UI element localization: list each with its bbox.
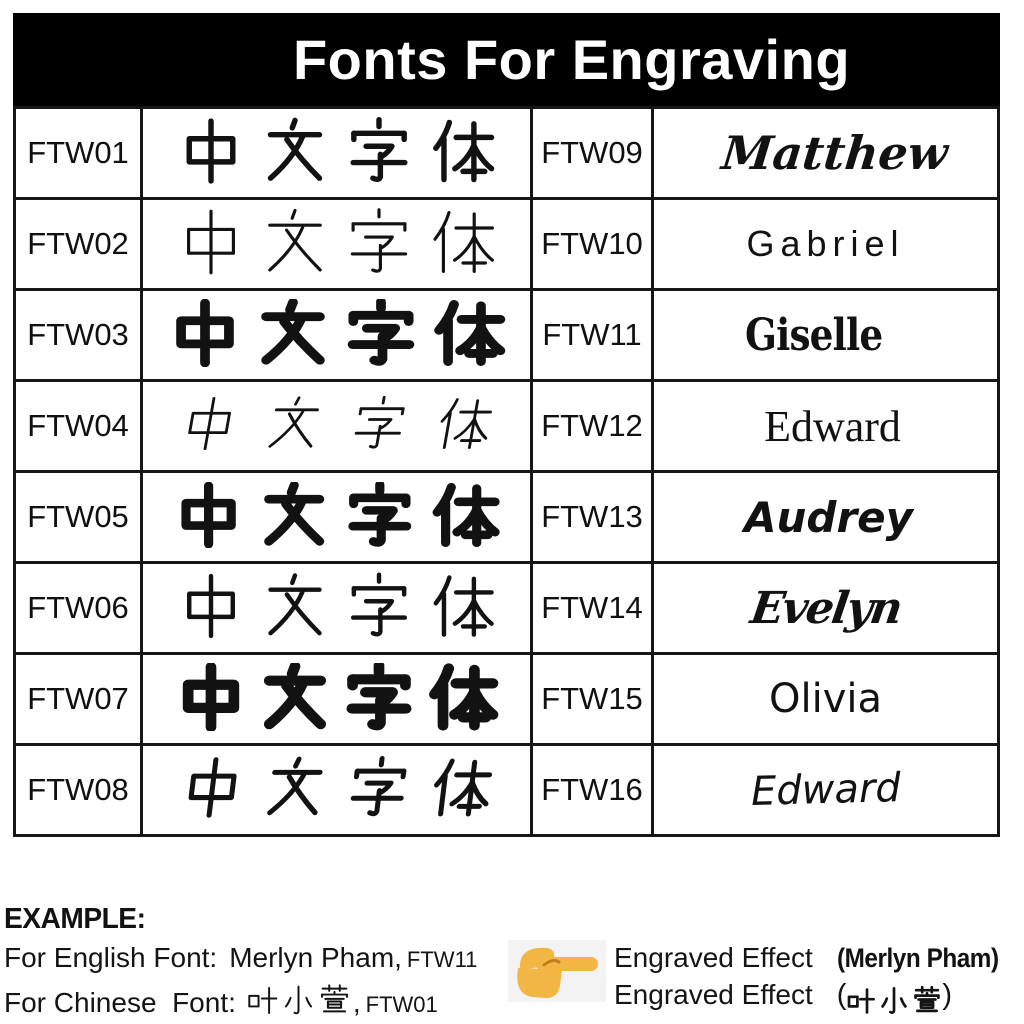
- chinese-sample-glyphs: [177, 756, 497, 819]
- xuan-glyph-icon: [912, 986, 942, 1016]
- xiao-glyph-icon: [282, 984, 315, 1017]
- font-code-right: FTW09: [532, 108, 653, 199]
- chinese-sample-cell: [142, 381, 532, 472]
- wen-glyph-icon: [261, 117, 329, 185]
- example-english-code: FTW11: [406, 947, 478, 972]
- wen-glyph-icon: [260, 207, 330, 277]
- zi-glyph-icon: [345, 395, 412, 452]
- font-code-left: FTW06: [15, 563, 142, 654]
- english-sample-text: Audrey: [743, 492, 914, 542]
- font-code-left: FTW02: [15, 199, 142, 290]
- zhong-glyph-icon: [175, 395, 242, 452]
- ti-glyph-icon: [429, 117, 497, 185]
- english-sample-text: Olivia: [768, 676, 882, 722]
- font-code-left: FTW08: [15, 745, 142, 836]
- pointing-right-hand-icon: [508, 940, 606, 1002]
- zhong-glyph-icon: [177, 117, 245, 185]
- zi-glyph-icon: [345, 117, 413, 185]
- english-sample-cell: [653, 472, 999, 563]
- zi-glyph-icon: [343, 299, 418, 367]
- xuan-glyph-icon: [318, 984, 351, 1017]
- example-english-label: For English Font:: [4, 942, 218, 973]
- engraved-english-result: (Merlyn Pham): [836, 943, 999, 973]
- zi-glyph-icon: [344, 207, 414, 277]
- english-sample-cell: [653, 108, 999, 199]
- example-chinese-label: For Chinese Font:: [4, 987, 236, 1018]
- zi-glyph-icon: [345, 572, 413, 640]
- fonts-grid: [13, 106, 1000, 837]
- chinese-sample-cell: [142, 472, 532, 563]
- ti-glyph-icon: [431, 299, 506, 367]
- chinese-sample-glyphs: [177, 117, 497, 185]
- english-sample-cell: [653, 199, 999, 290]
- engraved-chinese-line: [614, 979, 952, 1012]
- english-sample-cell: [653, 563, 999, 654]
- zhong-glyph-icon: [177, 572, 245, 640]
- engraved-chinese-label: Engraved Effect: [614, 979, 813, 1010]
- zi-glyph-icon: [344, 482, 415, 548]
- wen-glyph-icon: [261, 572, 329, 640]
- font-code-left: FTW07: [15, 654, 142, 745]
- wen-glyph-icon: [258, 482, 329, 548]
- font-code-left: FTW01: [15, 108, 142, 199]
- engraved-english-label: Engraved Effect: [614, 942, 813, 973]
- font-code-right: FTW14: [532, 563, 653, 654]
- wen-glyph-icon: [260, 395, 327, 452]
- english-sample-text: Gabriel: [746, 223, 905, 264]
- table-row: [15, 745, 999, 836]
- wen-glyph-icon: [255, 299, 330, 367]
- zhong-glyph-icon: [177, 756, 248, 819]
- engraved-chinese-result: [837, 979, 952, 1012]
- chinese-sample-cell: [142, 745, 532, 836]
- zhong-glyph-icon: [175, 663, 246, 731]
- font-code-left: FTW04: [15, 381, 142, 472]
- ti-glyph-icon: [429, 572, 497, 640]
- table-row: [15, 199, 999, 290]
- chinese-sample-glyphs: [175, 395, 497, 452]
- english-sample-cell: [653, 745, 999, 836]
- ti-glyph-icon: [428, 207, 498, 277]
- table-title-bar: [13, 13, 1000, 106]
- font-code-right: FTW10: [532, 199, 653, 290]
- english-sample-cell: [653, 654, 999, 745]
- english-sample-text: Edward: [764, 401, 901, 451]
- chinese-sample-glyphs: [173, 482, 500, 548]
- english-sample-text: Edward: [750, 765, 901, 815]
- font-code-right: FTW15: [532, 654, 653, 745]
- chinese-sample-glyphs: [176, 207, 498, 277]
- font-code-right: FTW12: [532, 381, 653, 472]
- zi-glyph-icon: [343, 663, 414, 731]
- example-chinese-code: FTW01: [365, 992, 438, 1017]
- chinese-sample-cell: [142, 563, 532, 654]
- engraved-english-line: [614, 942, 1016, 974]
- open-paren: (: [836, 979, 847, 1011]
- chinese-sample-cell: [142, 654, 532, 745]
- zhong-glyph-icon: [173, 482, 244, 548]
- font-code-right: FTW11: [532, 290, 653, 381]
- zhong-glyph-icon: [167, 299, 242, 367]
- ti-glyph-icon: [427, 663, 498, 731]
- font-code-left: FTW03: [15, 290, 142, 381]
- table-row: [15, 654, 999, 745]
- example-heading: EXAMPLE:: [4, 903, 146, 935]
- example-chinese-suffix: ,: [352, 987, 361, 1018]
- ye-glyph-icon: [846, 986, 876, 1016]
- english-sample-text: Evelyn: [747, 582, 904, 634]
- font-code-right: FTW16: [532, 745, 653, 836]
- zi-glyph-icon: [343, 756, 414, 819]
- chinese-sample-cell: [142, 290, 532, 381]
- english-sample-text: Giselle: [744, 309, 883, 361]
- xiao-glyph-icon: [879, 986, 909, 1016]
- ti-glyph-icon: [430, 482, 501, 548]
- chinese-sample-glyphs: [177, 572, 497, 640]
- english-sample-cell: [653, 290, 999, 381]
- font-code-left: FTW05: [15, 472, 142, 563]
- chinese-sample-cell: [142, 199, 532, 290]
- example-english-line: [4, 942, 477, 974]
- fonts-table: [13, 13, 1000, 837]
- english-sample-text: Matthew: [718, 126, 951, 180]
- engraved-chinese-name: [846, 986, 942, 1016]
- chinese-sample-glyphs: [175, 663, 498, 731]
- chinese-name-sample: [246, 984, 351, 1017]
- ti-glyph-icon: [430, 395, 497, 452]
- wen-glyph-icon: [259, 663, 330, 731]
- table-row: [15, 108, 999, 199]
- example-chinese-line: [4, 979, 438, 1019]
- ti-glyph-icon: [426, 756, 497, 819]
- ye-glyph-icon: [246, 984, 279, 1017]
- table-row: [15, 472, 999, 563]
- close-paren: ): [942, 979, 953, 1011]
- chinese-sample-glyphs: [167, 299, 506, 367]
- page-title: Fonts For Engraving: [292, 28, 851, 91]
- example-english-value: Merlyn Pham,: [229, 942, 402, 973]
- table-row: [15, 381, 999, 472]
- font-code-right: FTW13: [532, 472, 653, 563]
- wen-glyph-icon: [260, 756, 331, 819]
- chinese-sample-cell: [142, 108, 532, 199]
- table-row: [15, 290, 999, 381]
- english-sample-cell: [653, 381, 999, 472]
- table-row: [15, 563, 999, 654]
- zhong-glyph-icon: [176, 207, 246, 277]
